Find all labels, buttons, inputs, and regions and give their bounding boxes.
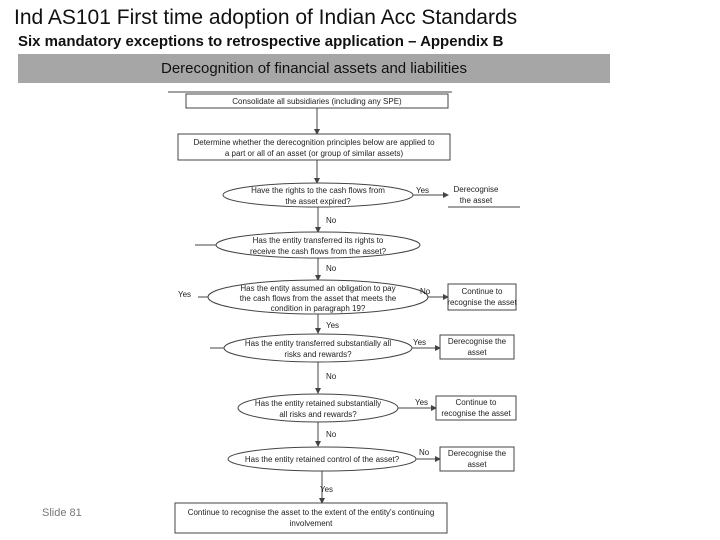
result-derecognise-3 <box>440 447 514 471</box>
label-no: No <box>326 372 337 381</box>
result-continue-1 <box>447 284 517 310</box>
r1-line-2: the asset <box>459 196 493 205</box>
q3-line-2: the cash flows from the asset that meets the <box>239 294 397 303</box>
decision-rights-transferred <box>216 232 420 258</box>
r3-line-1: Continue to <box>461 287 503 296</box>
label-no: No <box>326 216 337 225</box>
start-node <box>186 94 448 108</box>
r1-line-1: Derecognise <box>453 185 499 194</box>
label-yes: Yes <box>413 338 427 347</box>
section-banner: Derecognition of financial assets and liabilities <box>18 54 610 83</box>
label-no: No <box>419 448 430 457</box>
r5-line-1: Continue to <box>455 398 497 407</box>
label-yes: Yes <box>415 398 429 407</box>
determine-node <box>178 134 450 160</box>
q2-line-2: receive the cash flows from the asset? <box>249 247 387 256</box>
q1-line-1: Have the rights to the cash flows from <box>251 186 385 195</box>
final-line-2: involvement <box>289 519 333 528</box>
label-yes: Yes <box>178 290 192 299</box>
q2-line-1: Has the entity transferred its rights to <box>252 236 384 245</box>
decision-cash-flows-expired <box>223 183 413 207</box>
r3-line-2: recognise the asset <box>447 298 517 307</box>
q5-line-1: Has the entity retained substantially <box>254 399 382 408</box>
r4-line-1: Derecognise the <box>447 337 507 346</box>
q3-line-3: condition in paragraph 19? <box>270 304 366 313</box>
q6-line-1: Has the entity retained control of the asset? <box>244 455 400 464</box>
label-yes: Yes <box>326 321 340 330</box>
q5-line-2: all risks and rewards? <box>279 410 357 419</box>
label-yes: Yes <box>416 186 430 195</box>
q3-line-1: Has the entity assumed an obligation to pay <box>240 284 396 293</box>
slide-title: Ind AS101 First time adoption of Indian Acc Standards <box>14 6 518 29</box>
q4-line-2: risks and rewards? <box>284 350 352 359</box>
r4-line-2: asset <box>467 348 487 357</box>
determine-line-1: Determine whether the derecognition principles below are applied to <box>193 138 435 147</box>
decision-risks-retained <box>238 394 398 422</box>
label-yes: Yes <box>320 485 334 494</box>
r6-line-2: asset <box>467 460 487 469</box>
decision-obligation-assumed <box>208 280 428 314</box>
label-no: No <box>326 430 337 439</box>
decision-risks-transferred <box>224 334 412 362</box>
final-node <box>175 503 447 533</box>
result-derecognise-1 <box>448 185 520 207</box>
slide-subtitle: Six mandatory exceptions to retrospective application – Appendix B <box>18 33 504 50</box>
start-node-text: Consolidate all subsidiaries (including any SPE) <box>232 97 402 106</box>
q4-line-1: Has the entity transferred substantially all <box>244 339 392 348</box>
q1-line-2: the asset expired? <box>285 197 351 206</box>
r5-line-2: recognise the asset <box>441 409 511 418</box>
r6-line-1: Derecognise the <box>447 449 507 458</box>
result-derecognise-2 <box>440 335 514 359</box>
result-continue-2 <box>436 396 516 420</box>
determine-line-2: a part or all of an asset (or group of similar assets) <box>224 149 404 158</box>
label-no: No <box>420 287 431 296</box>
decision-control-retained <box>228 447 416 471</box>
slide-number: Slide 81 <box>42 507 82 519</box>
label-no: No <box>326 264 337 273</box>
final-line-1: Continue to recognise the asset to the extent of the entity's continuing <box>187 508 435 517</box>
